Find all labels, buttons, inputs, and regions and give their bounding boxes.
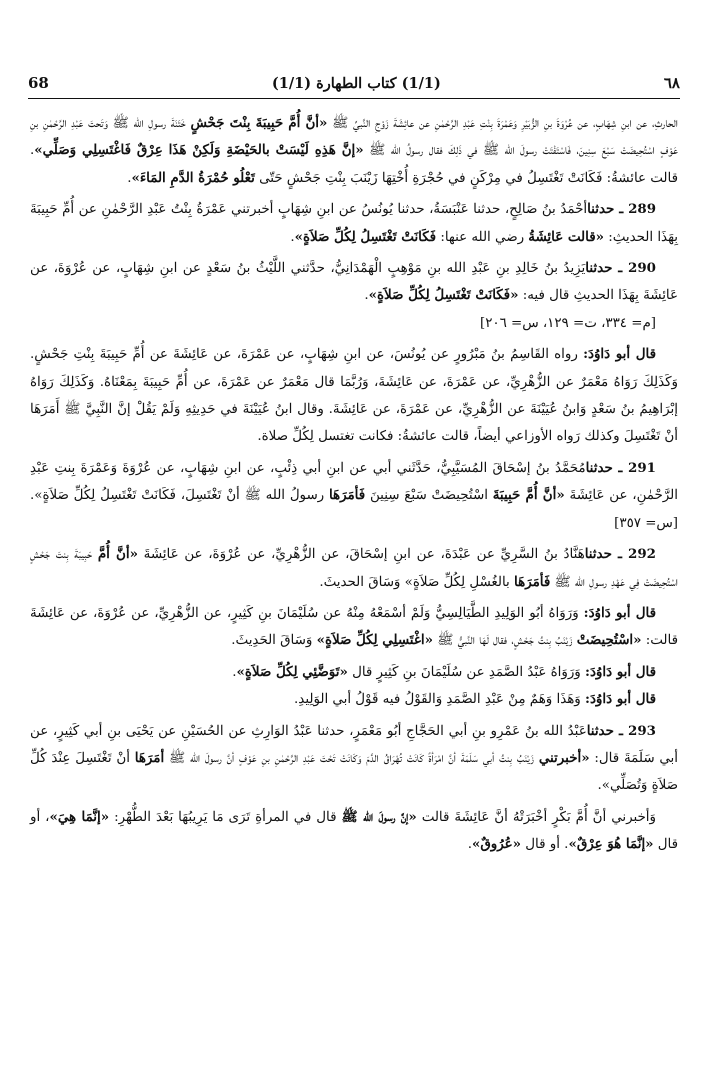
text-run: وَهَذَا وَهَمٌ مِنْ عَبْدِ الصَّمَدِ وَالقَوْلُ فيه قَوْلُ أبي الوَلِيدِ.: [294, 692, 586, 708]
bold-text-run: «إنَّمَا هُوَ عِرْقٌ»: [568, 836, 654, 853]
bold-text-run: «أنَّ أُمَّ حَبِيبَةَ بِنْتَ جَحْشٍ: [190, 115, 328, 131]
bold-text-run: «تَوَضَّئِي لِكُلِّ صَلاَةٍ»: [236, 663, 348, 680]
bold-text-run: 289 ـ حدثنا: [587, 201, 657, 218]
text-run: قال في المرأةِ تَرَى مَا يَرِيبُهَا بَعْدَ الطُّهْرِ:: [109, 809, 342, 825]
page-number-arabic: ٦٨: [663, 74, 680, 92]
paragraph: [30, 455, 678, 537]
bold-text-run: «فَكَانَتْ تَغْتَسِلُ لِكُلِّ صَلاَةٍ»: [368, 287, 519, 304]
text-run: ، أو قال: [30, 809, 678, 853]
text-run: وَأخبرني أنَّ أُمَّ بَكْرٍ أخْبَرَتْهُ أنَّ عَائِشَةَ قالت: [416, 809, 656, 825]
bold-text-run: «إنَّ رسولَ الله ﷺ: [341, 808, 417, 825]
text-run: بالغُسْلِ لِكُلِّ صَلاَةٍ» وَسَاقَ الحديثَ.: [319, 574, 515, 590]
text-run: .: [232, 664, 237, 680]
text-run: أحْمَدُ بنُ صَالِحٍ، حدثنا عَنْبَسَةُ، حدثنا يُونُسُ عن ابنِ شِهَابٍ أخبرتني عَمْرَةُ بِنْتُ عَبْدِ الرَّحْمٰنِ عن أُمِّ حَبِيبَةَ بِهَذَا الحديثِ:: [30, 202, 678, 245]
bold-text-run: 291 ـ حدثنا: [585, 459, 656, 476]
bold-text-run: «أخبرتني: [538, 749, 590, 766]
text-run: .: [467, 837, 473, 853]
text-run: .: [127, 170, 132, 186]
bold-text-run: فَأمَرَهَا: [514, 573, 551, 590]
text-run: أنْ تَغْتَسِلَ عِنْدَ كُلِّ صَلاَةٍ وَتُصَلِّي».: [30, 750, 678, 794]
text-run: وَرَوَاهُ عَبْدُ الصَّمَدِ عن سُلَيْمَانَ بنِ كَثِيرٍ قال: [347, 664, 586, 680]
bold-text-run: «عُرُوقٌ»: [472, 836, 522, 853]
paragraph: [30, 600, 678, 655]
paragraph: [30, 196, 678, 251]
text-run: [م= ٣٣٤، ت= ١٢٩، س= ٢٠٦]: [479, 315, 656, 331]
bold-text-run: 292 ـ حدثنا: [584, 546, 656, 563]
text-run: .: [290, 229, 295, 245]
bold-text-run: «اغْتَسِلِي لِكُلِّ صَلاَةٍ»: [316, 632, 433, 649]
bold-text-run: قال أبو دَاوُدَ:: [583, 346, 656, 363]
bold-text-run: 290 ـ حدثنا: [585, 260, 656, 277]
text-run: رواه القَاسِمُ بنُ مَبْرُورٍ عن يُونُسَ، عن ابنِ شِهَابٍ، عن عَمْرَةَ، عن عَائِشَةَ عن أُمِّ حَبِيبَةَ بِنْتِ جَحْشٍ. وَكَذَلِكَ رَوَاهُ مَعْمَرٌ عن الزُّهْرِيِّ، عن عَمْرَةَ، عن عَائِشَةَ، وَرُبَّمَا قال مَعْمَرٌ عن عَمْرَةَ، عن أُمِّ حَبِيبَةَ بِمَعْنَاهُ. وَكَذَلِكَ رَوَاهُ إبْرَاهِيمُ بنُ سَعْدٍ وَابنُ عُيَيْنَةَ عن الزُّهْرِيِّ، عن عَمْرَةَ، عن عَائِشَةَ. وقال ابنُ عُيَيْنَةَ في حَدِيثِهِ وَلَمْ يَقُلْ إنَّ النَّبِيَّ ﷺ أَمَرَهَا أنْ تَغْتَسِلَ وكذلك رَواه الأوزاعي أيضاً، قالت عائشةُ: فكانت تغتسل لِكُلِّ صلاة.: [30, 347, 678, 445]
text-run: هَنَّادُ بنُ السَّرِيِّ عن عَبْدَةَ، عن ابنِ إسْحَاقَ، عن الزُّهْرِيِّ، عن عُرْوَةَ، عن عَائِشَةَ: [137, 547, 585, 563]
paragraph: [30, 110, 678, 192]
text-run: رضي الله عنها:: [436, 229, 529, 245]
page-number-latin: 68: [28, 74, 49, 92]
text-run: وَرَوَاهُ أبُو الوَلِيدِ الطَّيَالِسِيُّ وَلَمْ أسْمَعْهُ مِنْهُ عن سُلَيْمَانَ بنِ كَثِيرٍ، عن الزُّهْرِيِّ، عن عُرْوَةَ، عن عَائِشَةَ قالت:: [30, 605, 678, 649]
bold-text-run: «أنَّ أُمَّ حَبِيبَةَ: [492, 487, 565, 504]
bold-text-run: قال أبو دَاوُدَ:: [585, 663, 656, 680]
header-rule: [28, 98, 680, 99]
paragraph: [30, 255, 678, 310]
paragraph: [30, 659, 678, 686]
text-run: .: [364, 288, 369, 304]
bold-text-run: «قالت عَائِشَةُ: [528, 228, 604, 245]
bold-text-run: «أنَّ أُمَّ: [97, 546, 138, 563]
text-run: حَبِيبَةَ بِنتَ جَحْشٍ اسْتُحِيضَتْ فِي عَهْدِ رسولِ الله ﷺ: [30, 547, 678, 590]
paragraph: [30, 686, 678, 713]
bold-text-run: قال أبو دَاوُدَ:: [585, 691, 656, 708]
bold-text-run: فَأمَرَهَا: [328, 487, 366, 504]
bold-text-run: 293 ـ حدثنا: [586, 722, 656, 739]
bold-text-run: «إنَّمَا هِيَ»: [49, 808, 110, 825]
text-run: زَيْنَبُ بِنتُ أبي سَلَمَةَ أنَّ امْرَأةً كَانَتْ تُهْرَاقُ الدَّمَ وَكَانَتْ تَحْتَ عَبْدِ الرَّحْمٰنِ بنِ عَوْفٍ أنَّ رسولَ الله ﷺ: [164, 750, 539, 766]
paragraph: [30, 341, 678, 451]
paragraph: [30, 541, 678, 596]
text-run: زَيْنَبُ بِنتُ جَحْشٍ، فقال لَهَا النَّبيُّ ﷺ: [432, 633, 577, 649]
page-title: (1/1) كتاب الطهارة (1/1): [271, 74, 441, 92]
bold-text-run: فَكَانَتْ تَغْتَسِلُ لِكُلِّ صَلاَةٍ»: [294, 228, 437, 245]
bold-text-run: أمَرَهَا: [134, 749, 165, 766]
bold-text-run: «إنَّ هَذِهِ لَيْسَتْ بالحَيْضَةِ وَلَكِنْ هَذَا عِرْقٌ فَاغْتَسِلِي وَصَلِّي»: [34, 142, 364, 159]
text-run: الحارثِ، عن ابنِ شِهَابٍ، عن عُرْوَةَ بنِ الزُّبَيْرِ وَعَمْرَةَ بِنْتِ عَبْدِ الرَّحْمٰنِ عن عائِشَةَ زَوْجِ النَّبيِّ ﷺ: [327, 116, 678, 131]
text-run: . قالت عائشةُ: فَكَانَتْ تَغْتَسِلُ في مِرْكَنٍ في حُجْرَةِ أُخْتِهَا زَيْنَبَ بِنْتِ جَحْشٍ حَتّى: [30, 143, 678, 186]
text-run: رسولُ الله ﷺ أنْ تَغْتَسِلَ، فَكَانَتْ تَغْتَسِلُ لِكُلِّ صَلاَةٍ». [س= ٣٥٧]: [30, 488, 678, 531]
page-header: [28, 70, 680, 96]
text-run: وَسَاقَ الحَدِيثَ.: [231, 633, 317, 649]
text-run: عَبْدُ الله بنُ عَمْرِو بنِ أبي الحَجَّاجِ أبُو مَعْمَرٍ، حدثنا عَبْدُ الوَارِثِ عن الحُسَيْنِ عن يَحْيَى بنِ أبي كَثِيرٍ، عن أبي سَلَمَةَ قال:: [30, 723, 678, 766]
bold-text-run: تَعْلُو حُمْرَةُ الدَّمِ المَاءَ»: [131, 169, 255, 186]
paragraph: [30, 718, 678, 800]
text-run: مُحَمَّدُ بنُ إسْحَاقَ المُسَيَّبِيُّ، حَدَّثَني أبي عن ابنِ أبي ذِئْبٍ، عن ابنِ شِهَابٍ، عن عُرْوَةَ وَعَمْرَةَ بِنتِ عَبْدِ الرَّحْمٰنِ، عن عَائِشَةَ: [30, 460, 678, 504]
text-run: يَزِيدُ بنُ خَالِدِ بنِ عَبْدِ الله بنِ مَوْهِبٍ الْهَمْدَانِيُّ، حدَّثني اللَّيْثُ بنُ سَعْدٍ عن ابنِ شِهَابٍ، عن عُرْوَةَ، عن عَائِشَةَ بِهَذَا الحديثِ قال فيه:: [30, 261, 678, 304]
paragraph: [30, 310, 678, 337]
bold-text-run: قال أبو دَاوُدَ:: [583, 604, 656, 621]
text-run: خَتَنَةَ رسولِ الله ﷺ وَتَحتَ عَبْدِ الرَّحْمٰنِ بنِ عَوْفٍ اسْتُحِيضَتْ سَبْعَ سِنِينَ، فَاسْتَفْتَتْ رسولَ الله ﷺ في ذَلِكَ فقال رسولُ الله ﷺ: [30, 116, 679, 159]
page-body: [30, 110, 678, 859]
text-run: اسْتُحِيضَتْ سَبْعَ سِنِينَ: [365, 488, 493, 504]
text-run: . أو قال: [521, 837, 569, 853]
bold-text-run: «اسْتُحِيضَتْ: [576, 632, 642, 649]
paragraph: [30, 804, 678, 859]
